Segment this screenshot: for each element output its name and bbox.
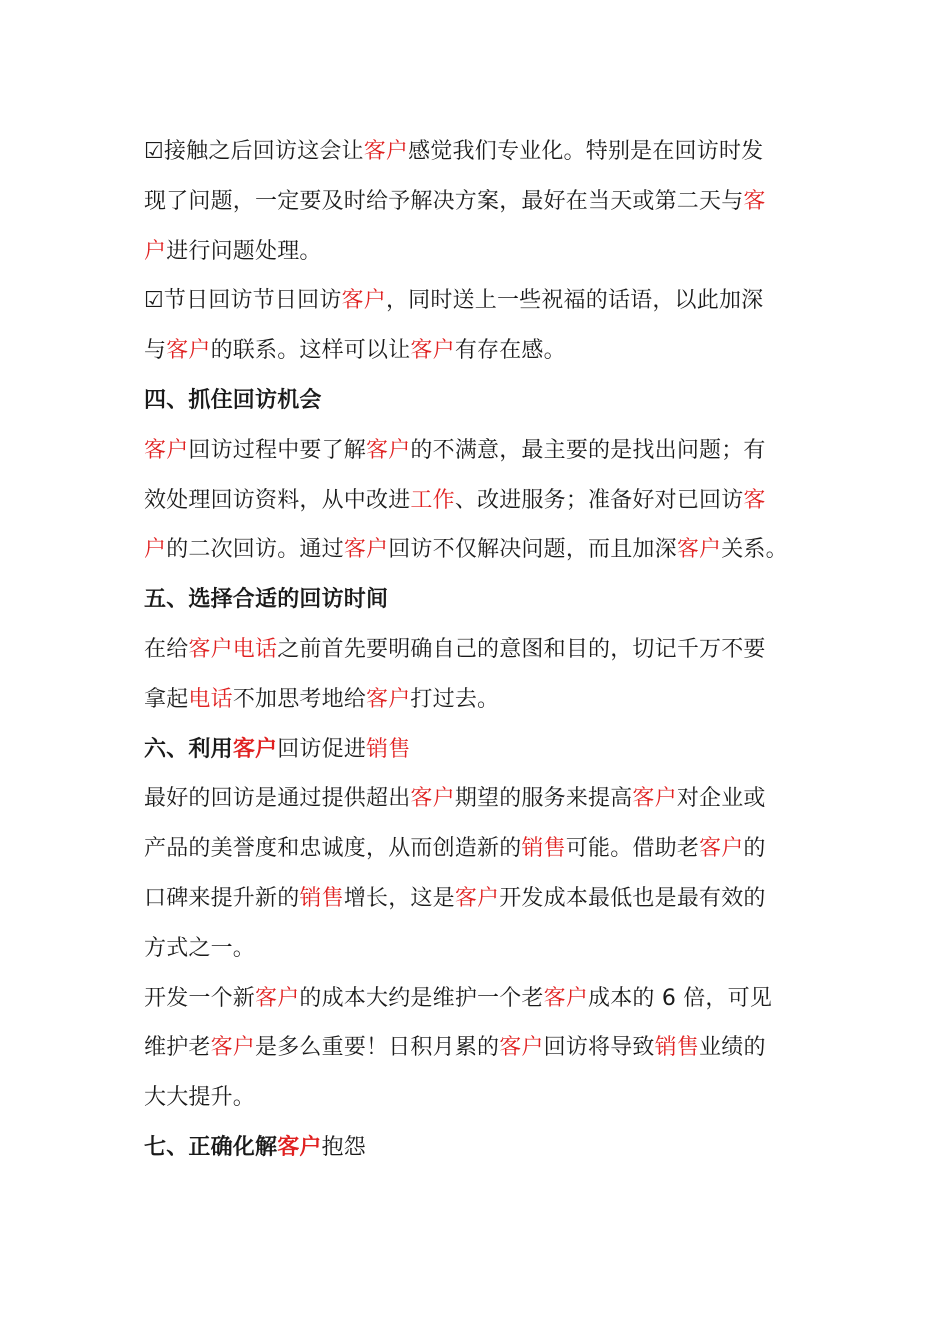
text-run: 方式之一。 [144,935,256,961]
text-run: 、改进服务；准备好对已回访 [454,487,744,513]
highlighted-term: 销售 [654,1035,700,1061]
highlighted-term: 客户 [410,338,455,364]
text-run: 大大提升。 [144,1085,256,1111]
highlighted-term: 客户 [366,437,411,463]
paragraph-line [144,127,794,177]
highlighted-term: 销售 [299,885,344,911]
highlighted-term: 客户 [363,139,409,164]
paragraph-line [144,774,794,824]
text-run: 拿起 [144,686,189,712]
paragraph-line [144,476,794,526]
text-run: 维护老 [144,1035,211,1061]
highlighted-term: 客户 [410,786,455,812]
text-run: 业绩的 [699,1035,766,1061]
text-run: 的不满意，最主要的是找出问题；有 [410,437,766,463]
text-run: 五、选择合适的回访时间 [144,587,389,613]
text-run: 七、正确化解 [144,1134,278,1160]
text-run: 效处理回访资料，从中改进 [144,487,411,513]
document-body [144,127,794,1173]
highlighted-term: 客 [743,188,766,214]
paragraph-line [144,824,794,874]
text-run: 之前首先要明确自己的意图和目的，切记千万不要 [277,636,766,662]
text-run: 的成本大约是维护一个老 [299,985,544,1011]
highlighted-term: 客 [743,487,766,513]
highlighted-term: 客户 [144,437,189,463]
paragraph-line [144,525,794,575]
text-run: 口碑来提升新的 [144,885,300,911]
text-run: 的 [743,836,766,862]
text-run: 回访促进 [277,736,367,762]
text-run: 开发一个新 [144,985,256,1011]
paragraph-line [144,924,794,974]
highlighted-term: 客户 [454,885,500,911]
highlighted-term: 客户 [232,736,278,762]
text-run: 回访不仅解决问题，而且加深 [388,537,677,563]
highlighted-term: 销售 [366,736,411,762]
paragraph-line [144,1023,794,1073]
highlighted-term: 销售 [521,836,566,862]
highlighted-term: 客户 [699,836,744,862]
paragraph-line [144,426,794,476]
highlighted-term: 客户 [499,1035,544,1061]
section-heading [144,725,794,775]
text-run: 进行问题处理。 [166,238,322,264]
text-run: 期望的服务来提高 [454,786,633,812]
text-run: 感觉我们专业化。特别是在回访时发 [408,139,764,164]
paragraph-line [144,974,794,1024]
text-run: 抱怨 [321,1134,367,1160]
text-run: 四、抓住回访机会 [144,387,322,413]
highlighted-term: 客户 [277,1134,322,1160]
text-run: 开发成本最低也是最有效的 [499,885,766,911]
highlighted-term: 工作 [410,487,455,513]
text-run: 最好的回访是通过提供超出 [144,786,411,812]
text-run: 成本的 6 倍，可见 [588,985,773,1011]
section-heading [144,575,794,625]
highlighted-term: 电话 [188,686,233,712]
section-heading [144,1123,794,1173]
paragraph-line [144,276,794,326]
text-run: ，同时送上一些祝福的话语，以此加深 [385,288,764,314]
paragraph-line [144,625,794,675]
highlighted-term: 客户电话 [188,636,278,662]
text-run: 有存在感。 [454,338,566,364]
highlighted-term: 客户 [255,985,300,1011]
paragraph-line [144,675,794,725]
highlighted-term: 客户 [166,338,211,364]
text-run: ☑接触之后回访这会让 [144,139,364,164]
highlighted-term: 客户 [632,786,677,812]
text-run: 产品的美誉度和忠诚度，从而创造新的 [144,836,522,862]
text-run: 是多么重要！日积月累的 [255,1035,500,1061]
text-run: 回访将导致 [543,1035,655,1061]
text-run: 增长，这是 [343,885,455,911]
section-heading [144,376,794,426]
text-run: 现了问题，一定要及时给予解决方案，最好在当天或第二天与 [144,188,744,214]
text-run: 对企业或 [676,786,766,812]
text-run: 回访过程中要了解 [188,437,367,463]
text-run: 六、利用 [144,736,233,762]
text-run: 打过去。 [410,686,500,712]
highlighted-term: 客户 [343,537,389,563]
paragraph-line [144,874,794,924]
highlighted-term: 户 [144,537,167,563]
text-run: 可能。借助老 [565,836,700,862]
text-run: 在给 [144,636,189,662]
text-run: ☑节日回访节日回访 [144,288,342,314]
highlighted-term: 客户 [366,686,411,712]
paragraph-line [144,227,794,277]
highlighted-term: 客户 [543,985,589,1011]
paragraph-line [144,177,794,227]
paragraph-line [144,1073,794,1123]
highlighted-term: 客户 [341,288,386,314]
paragraph-line [144,326,794,376]
text-run: 不加思考地给 [232,686,367,712]
text-run: 关系。 [721,537,788,563]
text-run: 的二次回访。通过 [166,537,344,563]
highlighted-term: 户 [144,238,167,264]
highlighted-term: 客户 [210,1035,256,1061]
text-run: 的联系。这样可以让 [210,338,411,364]
highlighted-term: 客户 [676,537,722,563]
text-run: 与 [144,338,167,364]
